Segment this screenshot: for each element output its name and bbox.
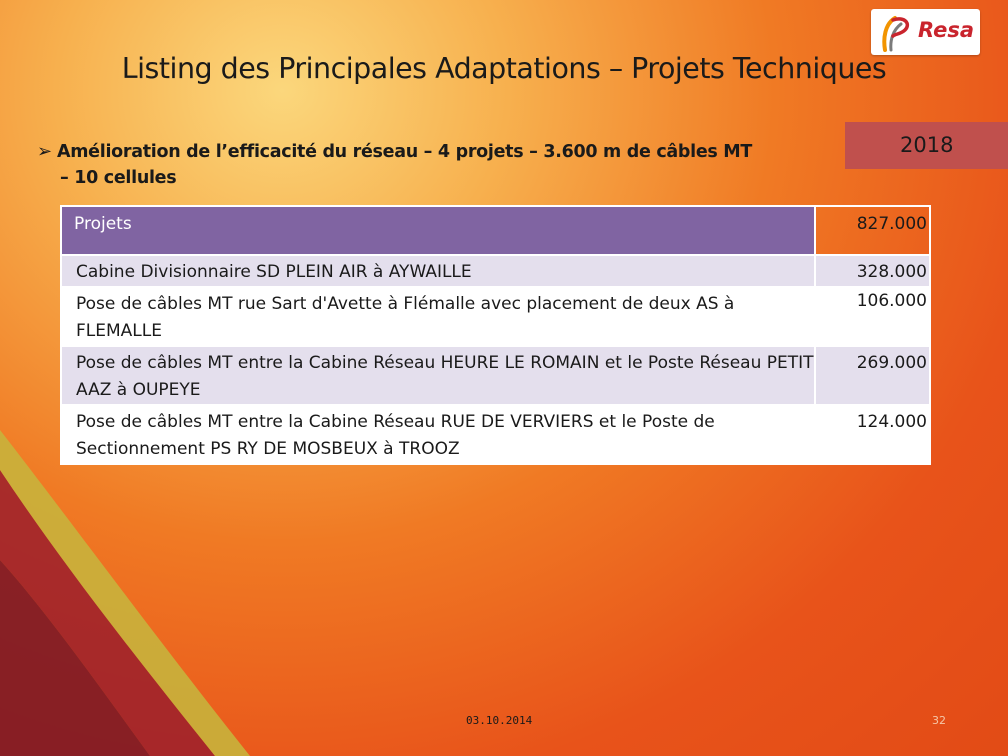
row-label: Pose de câbles MT entre la Cabine Réseau HEURE LE ROMAIN et le Poste Réseau PETIT AAZ à OUPEYE <box>61 346 815 405</box>
resa-logo-text: Resa <box>918 18 975 42</box>
row-label: Cabine Divisionnaire SD PLEIN AIR à AYWAILLE <box>61 255 815 287</box>
bullet-line-1 <box>37 135 817 169</box>
resa-logo <box>871 9 980 55</box>
row-value: 124.000 <box>815 405 930 464</box>
bullet-arrow-icon: ➢ <box>37 141 52 162</box>
bullet-line-2: – 10 cellules <box>60 168 177 188</box>
projects-table <box>60 205 931 465</box>
table-row <box>61 287 930 346</box>
resa-logo-mark-icon <box>879 14 915 52</box>
table-row <box>61 255 930 287</box>
footer-page-number: 32 <box>932 714 946 727</box>
row-value: 106.000 <box>815 287 930 346</box>
table-row <box>61 405 930 464</box>
slide-title: Listing des Principales Adaptations – Projets Techniques <box>121 52 887 85</box>
bullet-text-1: Amélioration de l’efficacité du réseau – 4 projets – 3.600 m de câbles MT <box>57 142 753 162</box>
row-value: 269.000 <box>815 346 930 405</box>
row-label: Pose de câbles MT entre la Cabine Réseau RUE DE VERVIERS et le Poste de Sectionnement PS RY DE MOSBEUX à TROOZ <box>61 405 815 464</box>
footer-date: 03.10.2014 <box>466 714 533 727</box>
table-row <box>61 346 930 405</box>
row-label: Pose de câbles MT rue Sart d'Avette à Flémalle avec placement de deux AS à FLEMALLE <box>61 287 815 346</box>
year-badge-label: 2018 <box>900 133 954 157</box>
table-header-row <box>61 206 930 255</box>
header-projets: Projets <box>61 206 815 255</box>
row-value: 328.000 <box>815 255 930 287</box>
header-total: 827.000 <box>815 206 930 255</box>
year-badge <box>845 122 1008 169</box>
